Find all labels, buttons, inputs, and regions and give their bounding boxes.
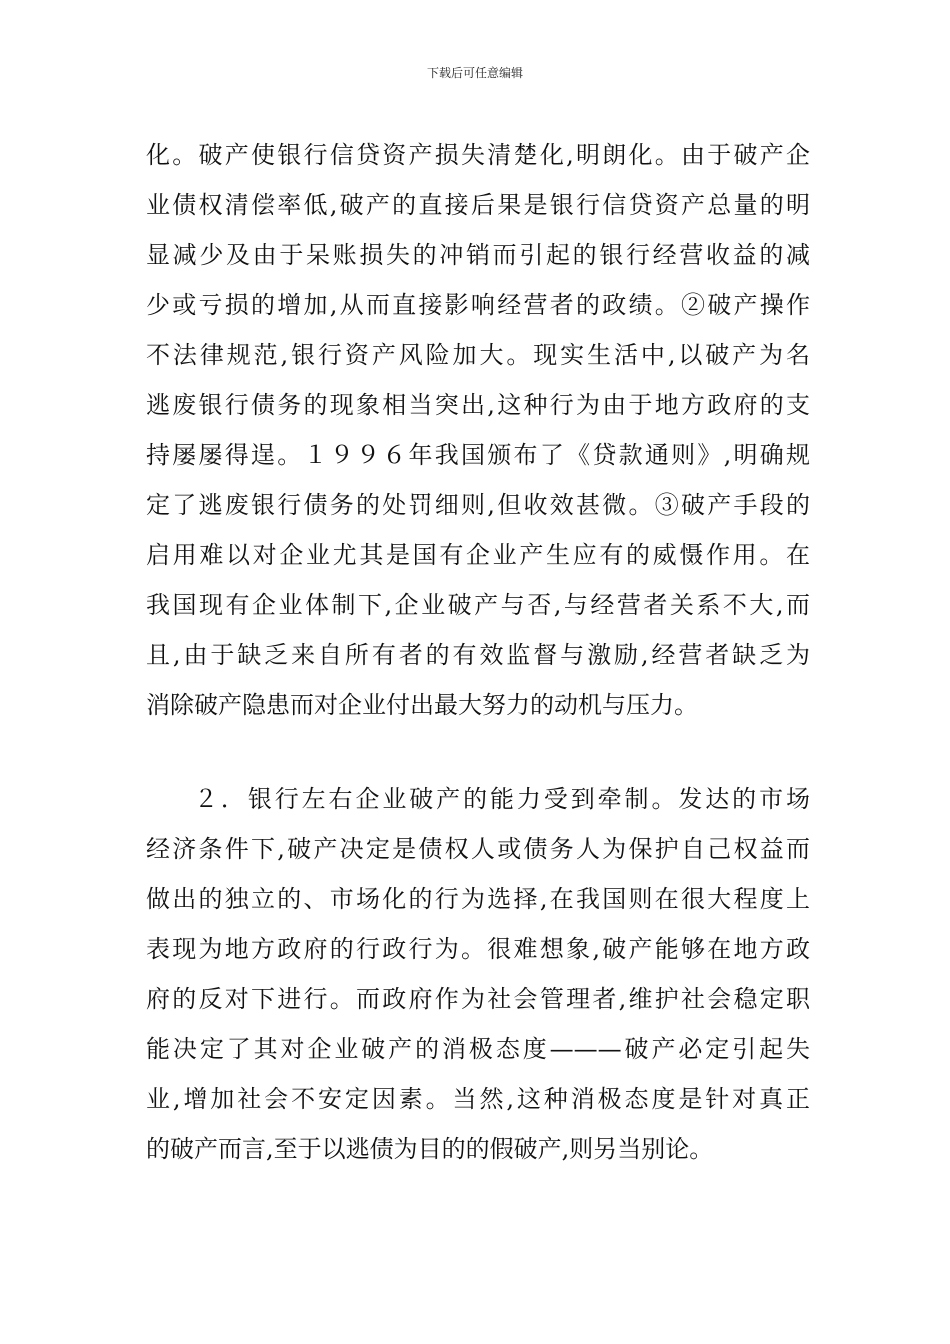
paragraph-line: 表现为地方政府的行政行为。很难想象,破产能够在地方政	[146, 935, 810, 963]
paragraph-line: 逃废银行债务的现象相当突出,这种行为由于地方政府的支	[146, 391, 810, 419]
paragraph-line: 业,增加社会不安定因素。当然,这种消极态度是针对真正	[146, 1085, 810, 1113]
paragraph-line: 持屡屡得逞。１９９６年我国颁布了《贷款通则》,明确规	[146, 441, 810, 469]
paragraph-line: 少或亏损的增加,从而直接影响经营者的政绩。②破产操作	[146, 291, 810, 319]
paragraph-line: 做出的独立的、市场化的行为选择,在我国则在很大程度上	[146, 885, 810, 913]
paragraph-line: 经济条件下,破产决定是债权人或债务人为保护自己权益而	[146, 835, 810, 863]
paragraph-line: 且,由于缺乏来自所有者的有效监督与激励,经营者缺乏为	[146, 641, 810, 669]
paragraph-line: 能决定了其对企业破产的消极态度———破产必定引起失	[146, 1035, 810, 1063]
paragraph-line: ２．银行左右企业破产的能力受到牵制。发达的市场	[194, 785, 810, 813]
paragraph-line: 显减少及由于呆账损失的冲销而引起的银行经营收益的减	[146, 241, 810, 269]
page-header: 下载后可任意编辑	[426, 66, 523, 80]
paragraph-line: 启用难以对企业尤其是国有企业产生应有的威慑作用。在	[146, 541, 810, 569]
paragraph-line: 不法律规范,银行资产风险加大。现实生活中,以破产为名	[146, 341, 810, 369]
paragraph-line: 定了逃废银行债务的处罚细则,但收效甚微。③破产手段的	[146, 491, 810, 519]
paragraph-1	[146, 130, 810, 730]
paragraph-line: 业债权清偿率低,破产的直接后果是银行信贷资产总量的明	[146, 191, 810, 219]
paragraph-2	[146, 774, 810, 1174]
paragraph-line: 的破产而言,至于以逃债为目的的假破产,则另当别论。	[146, 1135, 714, 1163]
paragraph-line: 府的反对下进行。而政府作为社会管理者,维护社会稳定职	[146, 985, 810, 1013]
paragraph-line: 化。破产使银行信贷资产损失清楚化,明朗化。由于破产企	[146, 141, 810, 169]
paragraph-line: 消除破产隐患而对企业付出最大努力的动机与压力。	[146, 691, 698, 719]
paragraph-line: 我国现有企业体制下,企业破产与否,与经营者关系不大,而	[146, 591, 810, 619]
